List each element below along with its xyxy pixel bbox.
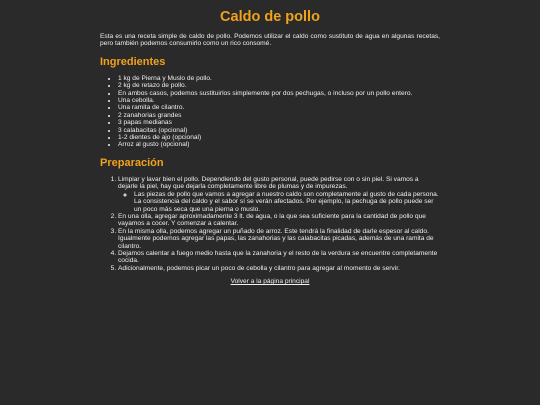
preparation-steps xyxy=(100,176,440,272)
ingredients-heading: Ingredientes xyxy=(100,55,166,68)
back-to-main-link[interactable]: Volver a la página principal xyxy=(230,278,310,286)
ingredient-item: • Arroz al gusto (opcional) xyxy=(118,141,440,148)
ingredient-item: • 2 kg de retazo de pollo. xyxy=(118,82,440,89)
ingredient-item: • 1-2 dientes de ajo (opcional) xyxy=(118,134,440,141)
ingredient-item: • 2 zanahorias grandes xyxy=(118,112,440,119)
ingredient-item: • 3 calabacitas (opcional) xyxy=(118,127,440,134)
preparation-step: 4. Dejamos calentar a fuego medio hasta que la zanahoria y el resto de la verdura se encuentre completamente cocida. xyxy=(118,250,440,265)
intro-paragraph: Esta es una receta simple de caldo de pollo. Podemos utilizar el caldo como sustituto de agua en algunas recetas, pero también podemos consumirlo como un rico consomé. xyxy=(100,33,440,48)
page-title: Caldo de pollo xyxy=(220,9,320,25)
ingredients-list xyxy=(100,75,440,149)
recipe-page xyxy=(100,0,440,286)
ingredient-item: • 1 kg de Pierna y Muslo de pollo. xyxy=(118,75,440,82)
preparation-step xyxy=(118,176,440,213)
preparation-step: 2. En una olla, agregar aproximadamente 3 lt. de agua, o la que sea suficiente para la cantidad de pollo que vayamos a cocer. Y comenzar a calentar. xyxy=(118,213,440,228)
ingredient-item: • Una ramita de cilantro. xyxy=(118,104,440,111)
preparation-step: 3. En la misma olla, podemos agregar un puñado de arroz. Este tendrá la finalidad de darle espesor al caldo. Igualmente podemos agregar las papas, las zanahorias y las calabacitas picadas, además de una ramita de cilantro. xyxy=(118,228,440,250)
preparation-step: 5. Adicionalmente, podemos picar un poco de cebolla y cilantro para agregar al momento de servir. xyxy=(118,265,440,272)
step-subitem: ◦ Las piezas de pollo que vamos a agregar a nuestro caldo son completamente al gusto de cada persona. La consistencia del caldo y el sabor sí se verán afectados. Por ejemplo, la pechuga de pollo puede ser un poco más seca que una pierna o muslo. xyxy=(134,191,440,213)
ingredient-item: • 3 papas medianas xyxy=(118,119,440,126)
step-text: Limpiar y lavar bien el pollo. Dependiendo del gusto personal, puede pedirse con o sin piel. Si vamos a dejarle la piel, hay que dejarla completamente libre de plumas y de impurezas. xyxy=(118,175,419,191)
step-sublist xyxy=(118,191,440,213)
ingredient-item: • Una cebolla. xyxy=(118,97,440,104)
preparation-heading: Preparación xyxy=(100,156,164,169)
ingredient-item: • En ambos casos, podemos sustituirlos simplemente por dos pechugas, o incluso por un pollo entero. xyxy=(118,90,440,97)
back-link-container xyxy=(100,278,440,285)
